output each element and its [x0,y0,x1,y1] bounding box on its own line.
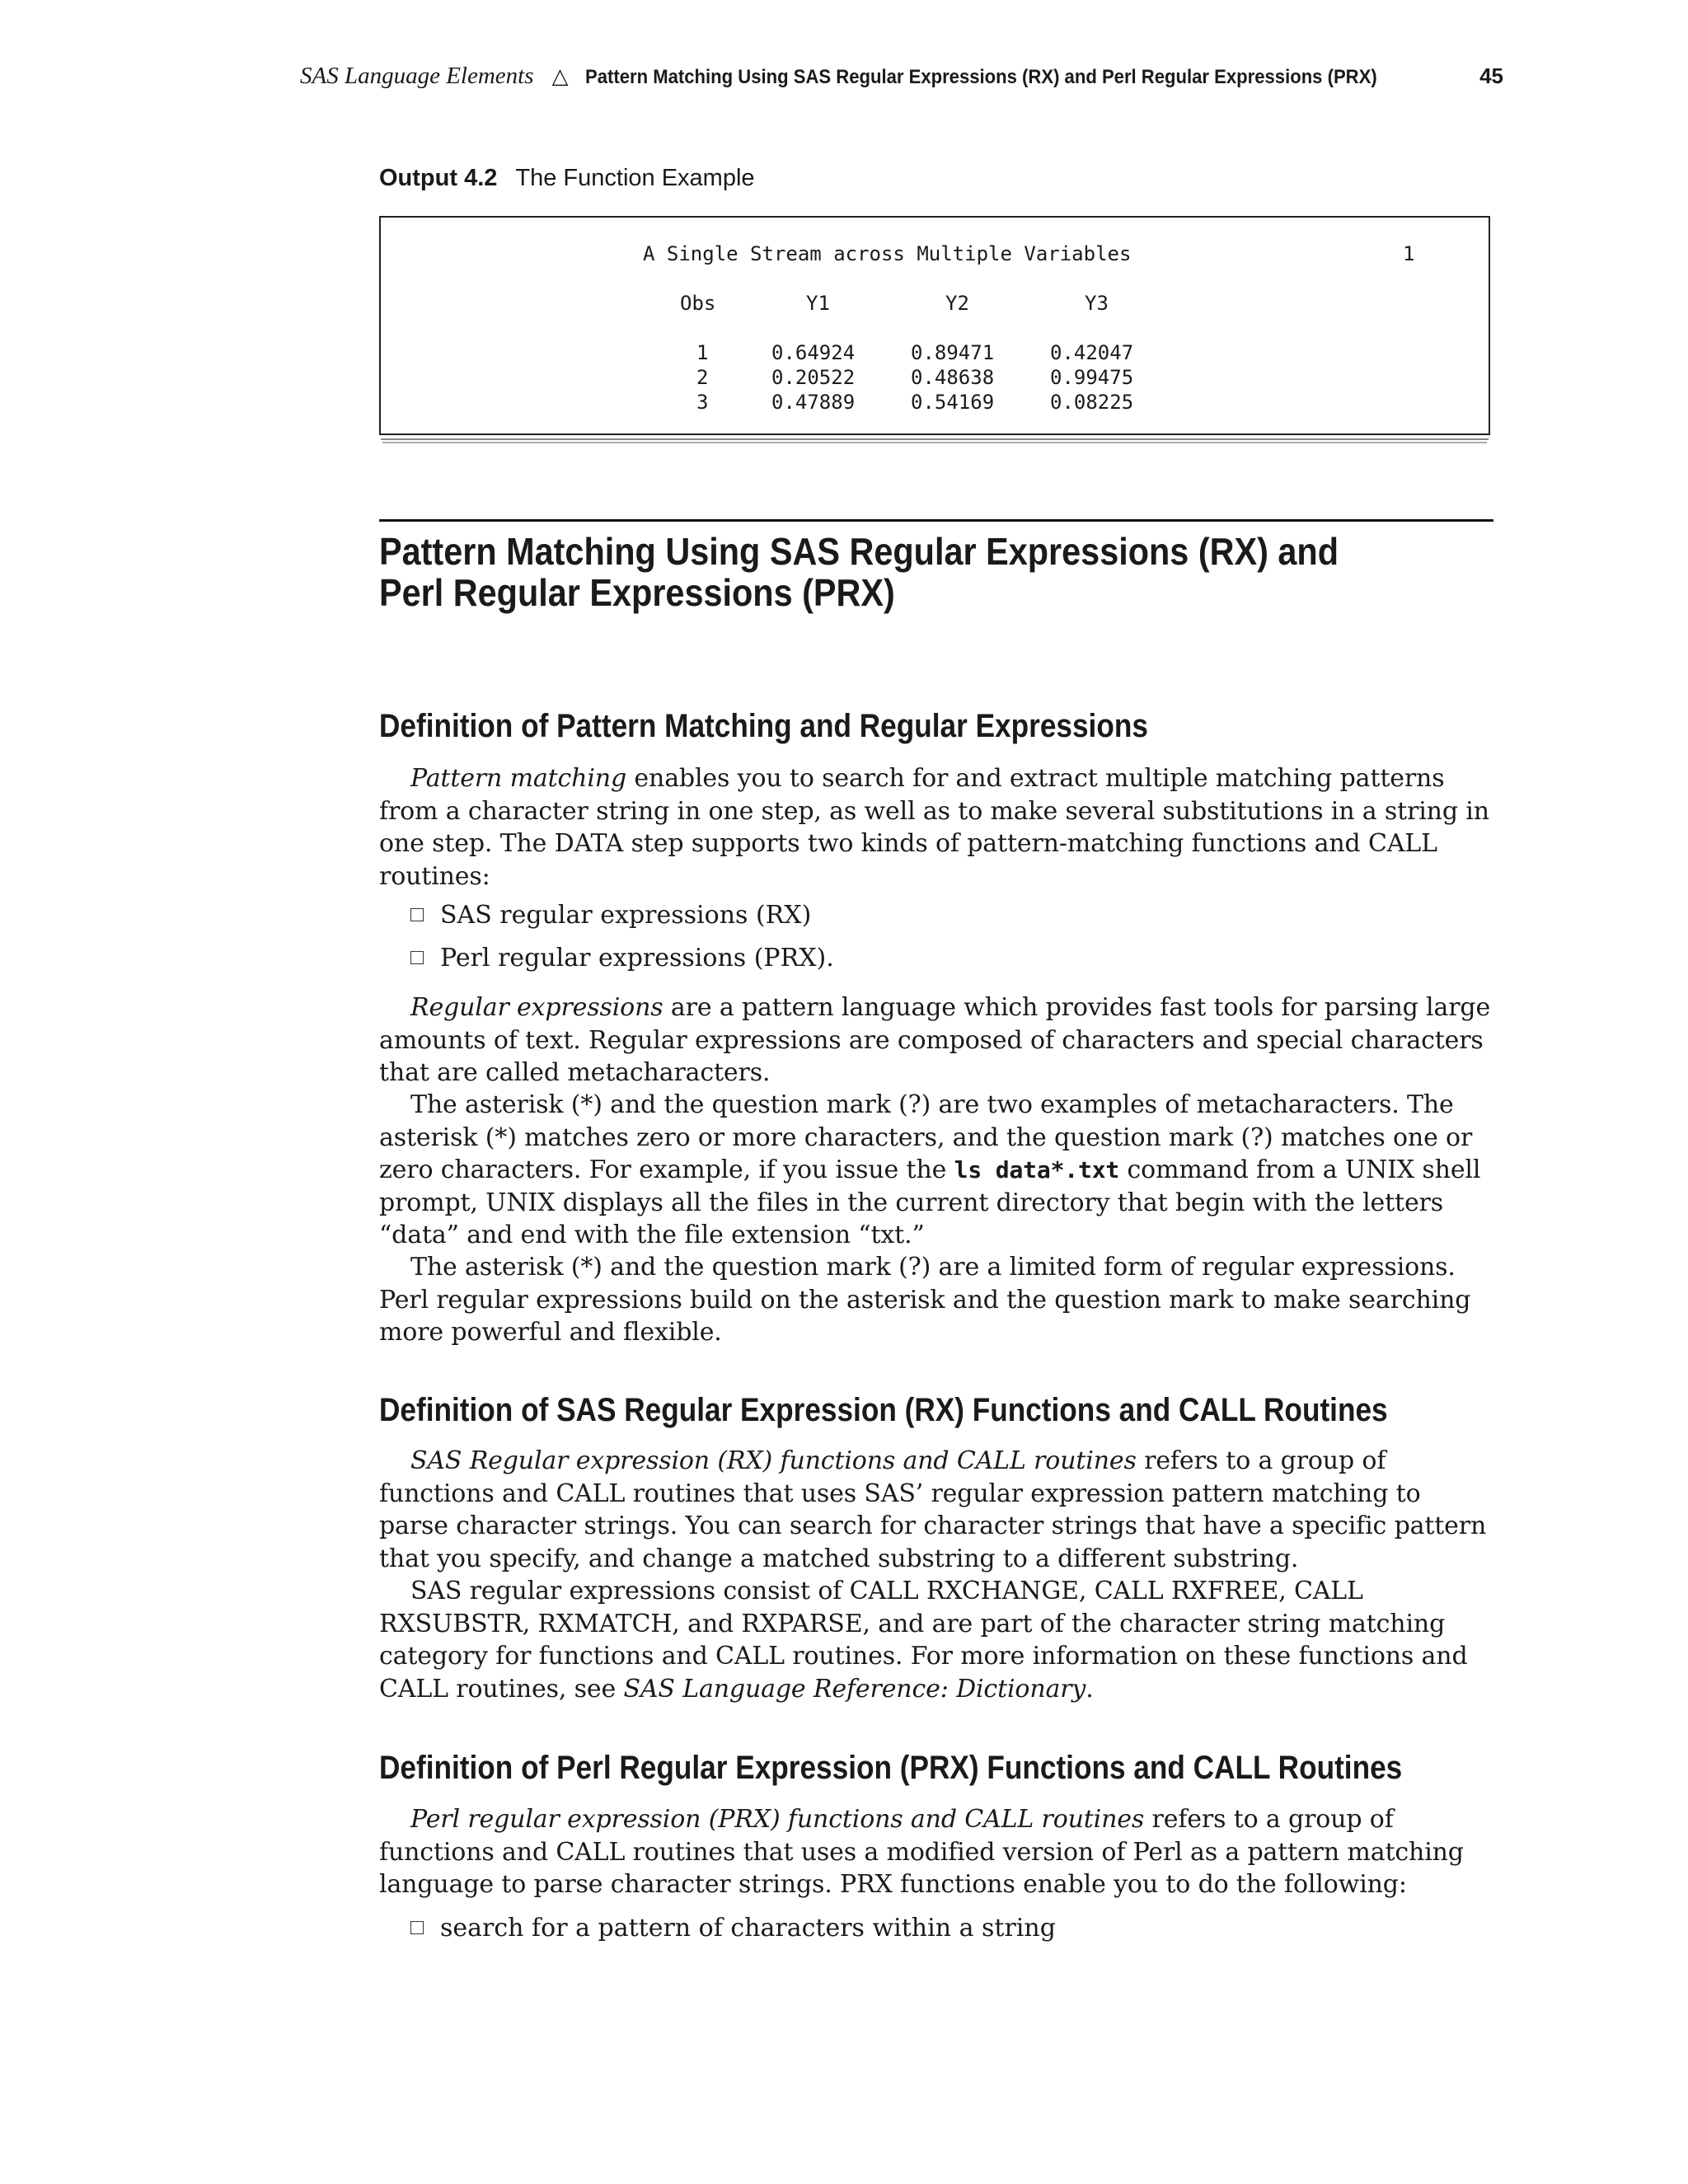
paragraph-text: refers to a group of functions and CALL routines that uses a modified version of Perl as a pattern matching language to parse character strings. PRX functions enable you to do the following: [379,1805,1464,1899]
table-cell: 2 [696,366,709,389]
paragraph-text: The asterisk (*) and the question mark (?) are a limited form of regular expressions. Perl regular expressions build on the asterisk and the question mark to make searching more powerful and flexible. [379,1253,1471,1347]
header-section: SAS Language Elements [300,63,534,89]
column-header-y2: Y2 [945,292,969,315]
section-title: Pattern Matching Using SAS Regular Expressions (RX) and Perl Regular Expressions (PRX) [379,530,1339,614]
table-cell: 0.48638 [911,366,995,389]
table-cell: 3 [696,391,709,414]
paragraph [379,991,1493,1090]
running-header [300,58,1503,94]
triangle-icon: △ [551,64,569,89]
table-cell: 0.47889 [771,391,856,414]
list-item-text: search for a pattern of characters within a string [440,1914,1056,1943]
header-chapter: Pattern Matching Using SAS Regular Expressions (RX) and Perl Regular Expressions (PRX) [584,66,1377,88]
list-item [410,942,834,975]
emphasis: Pattern matching [410,764,627,793]
heading-definition-pattern-matching: Definition of Pattern Matching and Regular Expressions [379,708,1148,744]
emphasis: Perl regular expression (PRX) functions and CALL routines [410,1805,1145,1834]
paragraph [379,762,1493,893]
checkbox-bullet-icon [410,951,424,964]
inline-code: ls data*.txt [954,1156,1120,1183]
table-cell: 0.99475 [1050,366,1134,389]
paragraph-text: . [1085,1674,1094,1704]
emphasis: SAS Language Reference: Dictionary [623,1674,1086,1704]
output-title: A Single Stream across Multiple Variables [643,242,1132,265]
output-caption-title: The Function Example [515,165,755,191]
page-number: 45 [1479,63,1503,88]
paragraph [379,1089,1493,1252]
table-cell: 0.42047 [1050,341,1134,364]
table-cell: 0.20522 [771,366,856,389]
list-item-text: Perl regular expressions (PRX). [440,944,834,972]
checkbox-bullet-icon [410,1921,424,1934]
table-cell: 0.54169 [911,391,995,414]
table-cell: 0.64924 [771,341,856,364]
paragraph-text: The asterisk (*) and the question mark (?) are two examples of metacharacters. The asterisk (*) matches zero or more characters, and the question mark (?) matches one or zero characters. For example, if you issue the [379,1090,1473,1184]
output-caption-number: Output 4.2 [379,165,498,191]
output-caption [379,165,755,192]
table-cell: 0.08225 [1050,391,1134,414]
paragraph-text: command from a UNIX shell prompt, UNIX displays all the files in the current directory that begin with the letters “data” and end with the file extension “txt.” [379,1155,1481,1249]
paragraph-text: are a pattern language which provides fast tools for parsing large amounts of text. Regular expressions are composed of characters and special characters that are called metacharacters. [379,993,1491,1087]
paragraph-text: SAS regular expressions consist of CALL RXCHANGE, CALL RXFREE, CALL RXSUBSTR, RXMATCH, and RXPARSE, and are part of the character string matching category for functions and CALL routines. For more information on these functions and CALL routines, see [379,1577,1468,1704]
paragraph-text: refers to a group of functions and CALL routines that uses SAS’ regular expression pattern matching to parse character strings. You can search for character strings that have a specific pattern that you specify, and change a matched substring to a different substring. [379,1446,1487,1573]
heading-definition-prx-functions: Definition of Perl Regular Expression (PRX) Functions and CALL Routines [379,1750,1403,1786]
column-header-y1: Y1 [806,292,830,315]
emphasis: Regular expressions [410,993,663,1022]
table-cell: 0.89471 [911,341,995,364]
table-cell: 1 [696,341,709,364]
output-listing [379,216,1490,435]
output-page-number: 1 [1403,242,1415,265]
column-header-y3: Y3 [1085,292,1109,315]
column-header-obs: Obs [680,292,716,315]
section-rule [379,519,1493,522]
paragraph [379,1803,1493,1901]
paragraph [379,1251,1493,1349]
list-item-text: SAS regular expressions (RX) [440,901,812,930]
paragraph [379,1445,1493,1575]
checkbox-bullet-icon [410,908,424,921]
heading-definition-rx-functions: Definition of SAS Regular Expression (RX) Functions and CALL Routines [379,1392,1388,1428]
paragraph-text: enables you to search for and extract multiple matching patterns from a character string in one step, as well as to make several substitutions in a string in one step. The DATA step supports two kinds of pattern-matching functions and CALL routines: [379,764,1489,891]
list-item [410,899,811,932]
emphasis: SAS Regular expression (RX) functions and CALL routines [410,1446,1137,1475]
list-item [410,1912,1056,1945]
paragraph [379,1575,1493,1705]
